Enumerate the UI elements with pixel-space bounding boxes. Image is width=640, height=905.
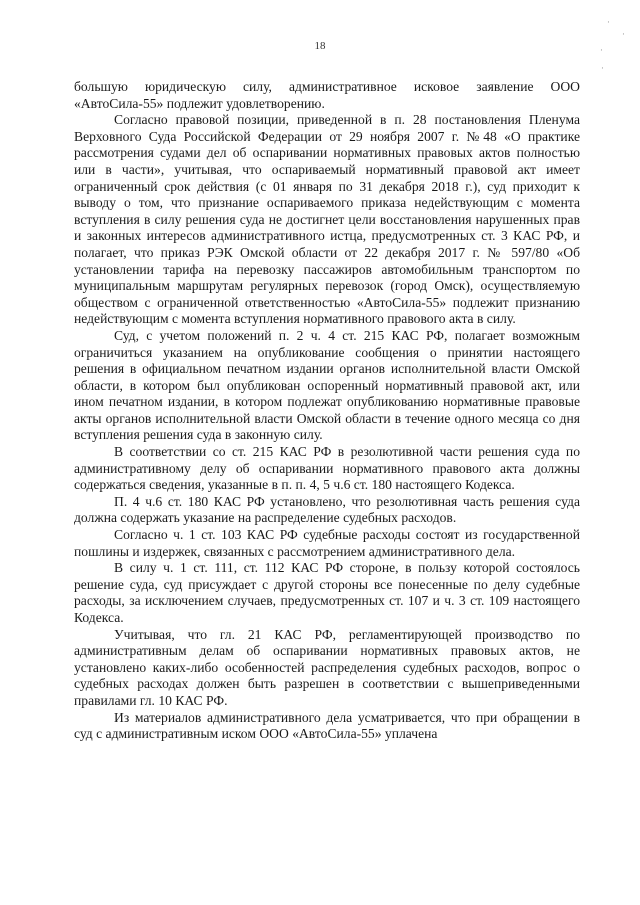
document-body: [74, 79, 580, 743]
paragraph-1: большую юридическую силу, административное исковое заявление ООО «АвтоСила-55» подлежит удовлетворению.: [74, 79, 580, 111]
paragraph-4: В соответствии со ст. 215 КАС РФ в резолютивной части решения суда по административному делу об оспаривании нормативного правового акта должны содержаться сведения, указанные в п. п. 4, 5 ч.6 ст. 180 настоящего Кодекса.: [74, 444, 580, 493]
scan-speck: ·: [601, 64, 604, 74]
scan-speck: ·: [622, 30, 625, 40]
scan-speck: ·: [607, 18, 610, 28]
paragraph-8: Учитывая, что гл. 21 КАС РФ, регламентирующей производство по административным делам об оспаривании нормативных правовых актов, не установлено каких-либо особенностей распределения судебных расходов, вопрос о судебных расходах должен быть разрешен в соответствии с вышеприведенными правилами гл. 10 КАС РФ.: [74, 626, 580, 708]
scan-margin-marks: [570, 0, 640, 905]
paragraph-7: В силу ч. 1 ст. 111, ст. 112 КАС РФ стороне, в пользу которой состоялось решение суда, суд присуждает с другой стороны все понесенные по делу судебные расходы, за исключением случаев, предусмотренных ст. 107 и ч. 3 ст. 109 настоящего Кодекса.: [74, 560, 580, 625]
paragraph-2: Согласно правовой позиции, приведенной в п. 28 постановления Пленума Верховного Суда Российской Федерации от 29 ноября 2007 г. №48 «О практике рассмотрения судами дел об оспаривании нормативных правовых актов полностью или в части», учитывая, что оспариваемый нормативный правовой акт имеет ограниченный срок действия (с 01 января по 31 декабря 2018 г.), суд приходит к выводу о том, что признание оспариваемого приказа недействующим с момента вступления в силу решения суда не достигнет цели восстановления нарушенных прав и законных интересов административного истца, предусмотренных ст. 3 КАС РФ, и полагает, что приказ РЭК Омской области от 22 декабря 2017 г. № 597/80 «Об установлении тарифа на перевозку пассажиров автомобильным транспортом по муниципальным маршрутам регулярных перевозок (город Омск), осуществляемую обществом с ограниченной ответственностью «АвтоСила-55» подлежит признанию недействующим с момента вступления нормативного правового акта в силу.: [74, 112, 580, 327]
page-number: 18: [314, 40, 326, 52]
scan-speck: ·: [600, 46, 603, 56]
paragraph-6: Согласно ч. 1 ст. 103 КАС РФ судебные расходы состоят из государственной пошлины и издержек, связанных с рассмотрением административного дела.: [74, 527, 580, 559]
paragraph-3: Суд, с учетом положений п. 2 ч. 4 ст. 215 КАС РФ, полагает возможным ограничиться указанием на опубликование сообщения о принятии настоящего решения в официальном печатном издании органов исполнительной власти Омской области, в котором был опубликован оспоренный нормативный правовой акт, или ином печатном издании, в котором подлежат опубликованию нормативные правовые акты органов исполнительной власти Омской области в течение одного месяца со дня вступления решения суда в законную силу.: [74, 327, 580, 443]
paragraph-5: П. 4 ч.6 ст. 180 КАС РФ установлено, что резолютивная часть решения суда должна содержать указание на распределение судебных расходов.: [74, 493, 580, 526]
paragraph-9: Из материалов административного дела усматривается, что при обращении в суд с административным иском ООО «АвтоСила-55» уплачена: [74, 709, 580, 742]
